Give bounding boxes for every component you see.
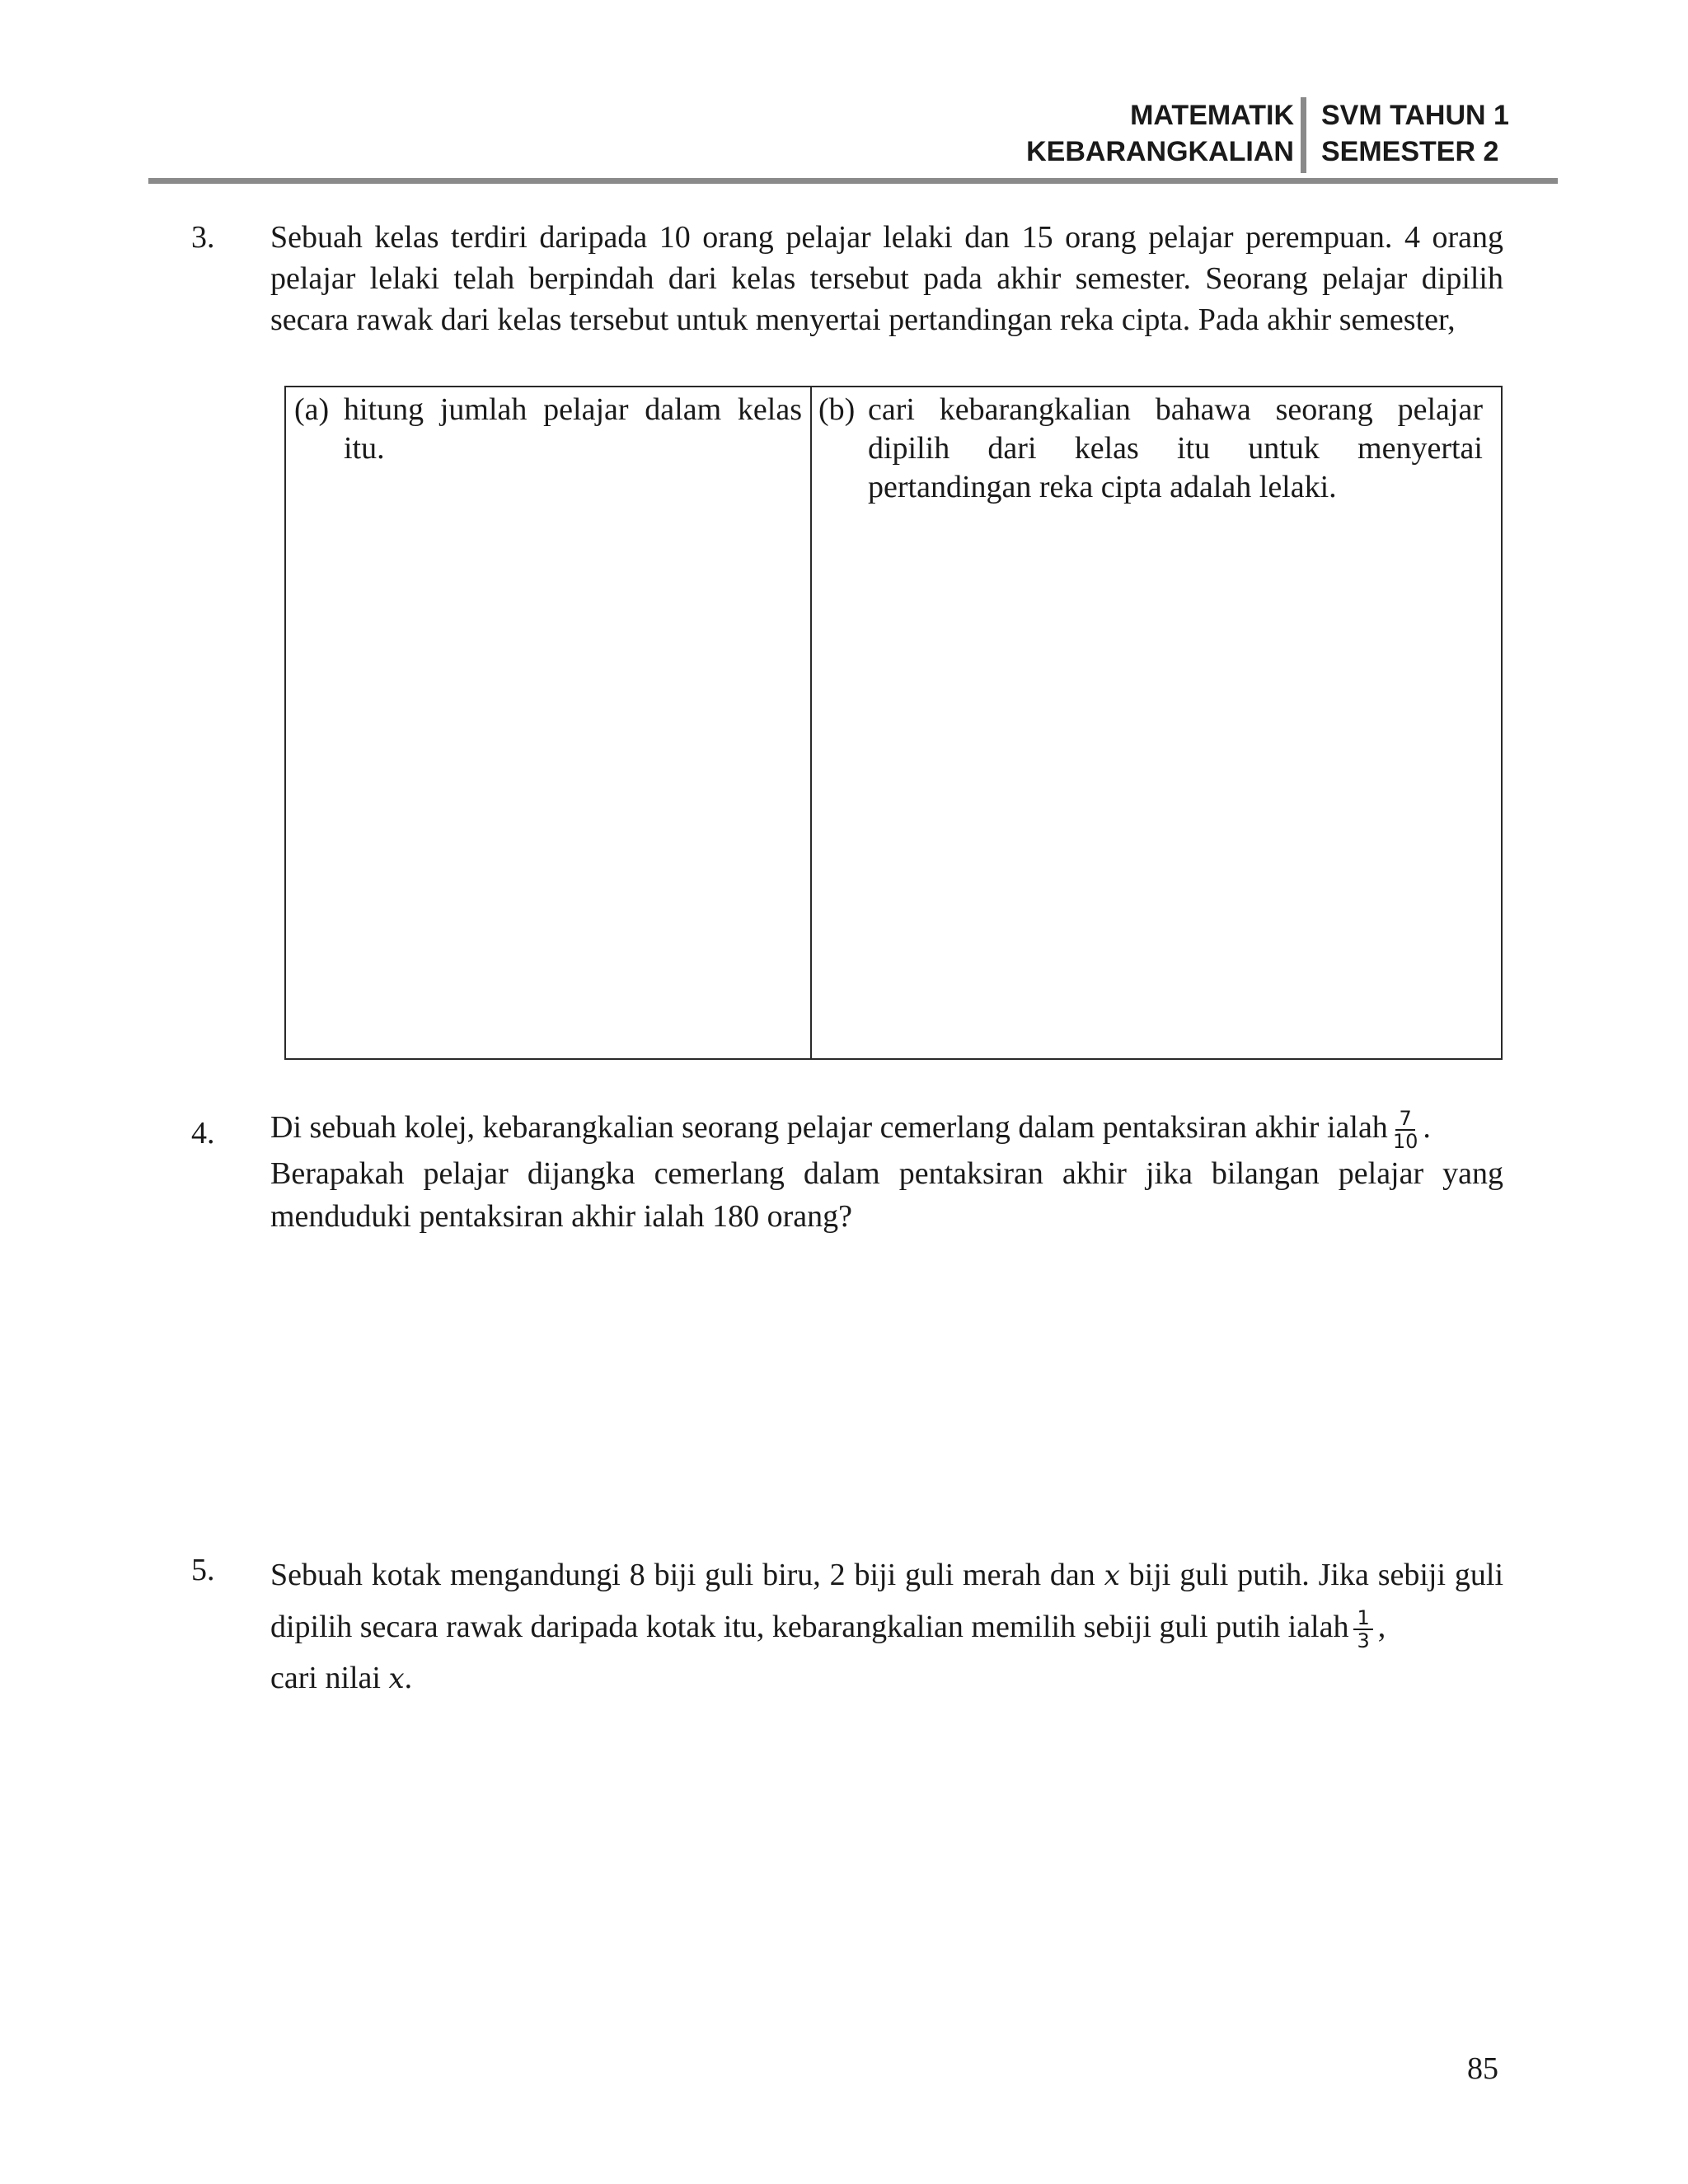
fraction-1-3 bbox=[1353, 1607, 1372, 1652]
header-level bbox=[1321, 97, 1509, 170]
question-5-comma: , bbox=[1377, 1610, 1386, 1644]
header-topic-title: KEBARANGKALIAN bbox=[1026, 136, 1294, 167]
question-5-ask-text: cari nilai bbox=[270, 1661, 381, 1695]
header-rule bbox=[148, 178, 1558, 184]
question-5-ask bbox=[270, 1652, 1503, 1704]
fraction-7-10 bbox=[1393, 1108, 1418, 1152]
question-4-line-1 bbox=[270, 1106, 1503, 1152]
question-5-period: . bbox=[404, 1661, 413, 1695]
answer-cell-b[interactable] bbox=[818, 391, 1483, 507]
fraction-denominator: 3 bbox=[1357, 1629, 1370, 1653]
part-b-text: cari kebarangkalian bahawa seorang pelajar dipilih dari kelas itu untuk menyertai pertandingan reka cipta adalah lelaki. bbox=[868, 392, 1483, 504]
page-number: 85 bbox=[1467, 2051, 1498, 2086]
header-subject-title: MATEMATIK bbox=[1130, 100, 1294, 131]
header-semester: SEMESTER 2 bbox=[1321, 136, 1499, 167]
header-separator bbox=[1301, 97, 1306, 173]
question-4-period: . bbox=[1423, 1110, 1431, 1145]
answer-table bbox=[284, 386, 1503, 1060]
fraction-numerator: 7 bbox=[1395, 1108, 1414, 1131]
question-3-number: 3. bbox=[191, 220, 215, 255]
question-3-text bbox=[270, 217, 1503, 340]
part-b-label: (b) bbox=[818, 392, 856, 427]
answer-table-divider bbox=[810, 387, 812, 1058]
question-4-question: Berapakah pelajar dijangka cemerlang dalam pentaksiran akhir jika bilangan pelajar yang menduduki pentaksiran akhir ialah 180 orang? bbox=[270, 1156, 1503, 1235]
question-5-number: 5. bbox=[191, 1553, 215, 1587]
answer-cell-a[interactable] bbox=[294, 391, 802, 468]
variable-x: x bbox=[388, 1662, 405, 1695]
question-5-text bbox=[270, 1549, 1503, 1704]
part-a-label: (a) bbox=[294, 392, 330, 427]
question-4-text bbox=[270, 1106, 1503, 1238]
question-5-stem bbox=[270, 1549, 1503, 1652]
header-subject bbox=[1026, 97, 1294, 170]
question-5-stem-part-1: Sebuah kotak mengandungi 8 biji guli biru, 2 biji guli merah dan bbox=[270, 1558, 1095, 1592]
variable-x: x bbox=[1104, 1559, 1120, 1592]
fraction-numerator: 1 bbox=[1353, 1607, 1372, 1630]
part-a-text: hitung jumlah pelajar dalam kelas itu. bbox=[344, 392, 802, 466]
question-4-stem: Di sebuah kolej, kebarangkalian seorang pelajar cemerlang dalam pentaksiran akhir ialah bbox=[270, 1110, 1388, 1145]
question-5-stem-part-2: biji guli putih. Jika sebiji guli dipilih secara rawak daripada kotak itu, kebarangkalian memilih sebiji guli putih ialah bbox=[270, 1558, 1504, 1644]
question-3-stem: Sebuah kelas terdiri daripada 10 orang pelajar lelaki dan 15 orang pelajar perempuan. 4 orang pelajar lelaki telah berpindah dari kelas tersebut pada akhir semester. Seorang pelajar dipilih secara rawak dari kelas tersebut untuk menyertai pertandingan reka cipta. Pada akhir semester, bbox=[270, 220, 1503, 337]
fraction-denominator: 10 bbox=[1392, 1130, 1418, 1154]
header-year: SVM TAHUN 1 bbox=[1321, 100, 1509, 131]
question-4-number: 4. bbox=[191, 1116, 215, 1151]
